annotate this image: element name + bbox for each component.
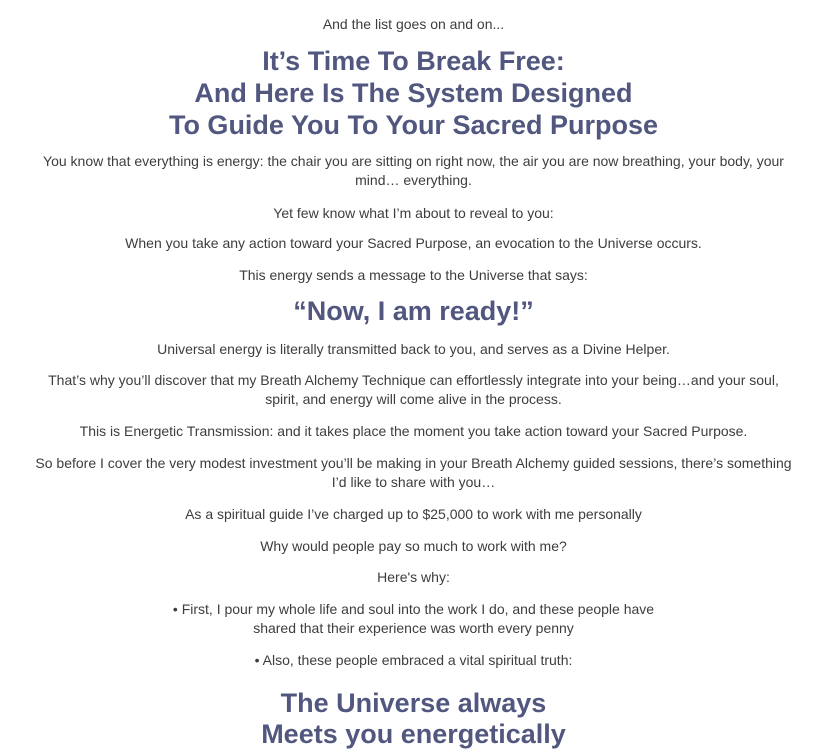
- divine-helper-paragraph: Universal energy is literally transmitted back to you, and serves as a Divine Helper.: [157, 341, 670, 357]
- closing-heading-line-1: The Universe always: [280, 688, 547, 718]
- transmission-paragraph: This is Energetic Transmission: and it takes place the moment you take action toward your Sacred Purpose.: [79, 423, 748, 439]
- intro-text: And the list goes on and on...: [322, 16, 505, 32]
- closing-heading-line-2: Meets you energetically: [261, 719, 566, 749]
- bullet-first-line-2: shared that their experience was worth every penny: [253, 620, 574, 636]
- why-pay-paragraph: Why would people pay so much to work with me?: [260, 538, 567, 554]
- breath-alchemy-line-2: spirit, and energy will come alive in the process.: [265, 391, 562, 407]
- charged-paragraph: As a spiritual guide I’ve charged up to $25,000 to work with me personally: [185, 506, 642, 522]
- heres-why-paragraph: Here's why:: [377, 569, 450, 585]
- reveal-paragraph: Yet few know what I’m about to reveal to you:: [273, 205, 554, 221]
- bullet-first-line-1: • First, I pour my whole life and soul into the work I do, and these people have: [172, 601, 655, 617]
- energy-paragraph-line-2: mind… everything.: [355, 172, 472, 188]
- headline-line-1: It’s Time To Break Free:: [262, 46, 565, 76]
- investment-line-2: I’d like to share with you…: [331, 474, 496, 490]
- bullet-also: • Also, these people embraced a vital spiritual truth:: [254, 652, 573, 668]
- headline-line-3: To Guide You To Your Sacred Purpose: [168, 110, 659, 140]
- evocation-paragraph: When you take any action toward your Sacred Purpose, an evocation to the Universe occurs.: [125, 235, 702, 251]
- message-paragraph: This energy sends a message to the Universe that says:: [239, 267, 588, 283]
- energy-paragraph-line-1: You know that everything is energy: the chair you are sitting on right now, the air you are now breathing, your body, your: [43, 153, 784, 169]
- ready-quote: “Now, I am ready!”: [293, 296, 534, 326]
- main-headline: [20, 45, 807, 141]
- energy-paragraph: [30, 152, 797, 190]
- investment-paragraph: [30, 454, 797, 492]
- bullet-first: [30, 600, 797, 638]
- headline-line-2: And Here Is The System Designed: [194, 78, 633, 108]
- investment-line-1: So before I cover the very modest investment you’ll be making in your Breath Alchemy guided sessions, there’s something: [35, 455, 792, 471]
- breath-alchemy-paragraph: [30, 371, 797, 409]
- breath-alchemy-line-1: That’s why you’ll discover that my Breath Alchemy Technique can effortlessly integrate into your being…and your soul,: [48, 372, 779, 388]
- closing-heading: [20, 688, 807, 750]
